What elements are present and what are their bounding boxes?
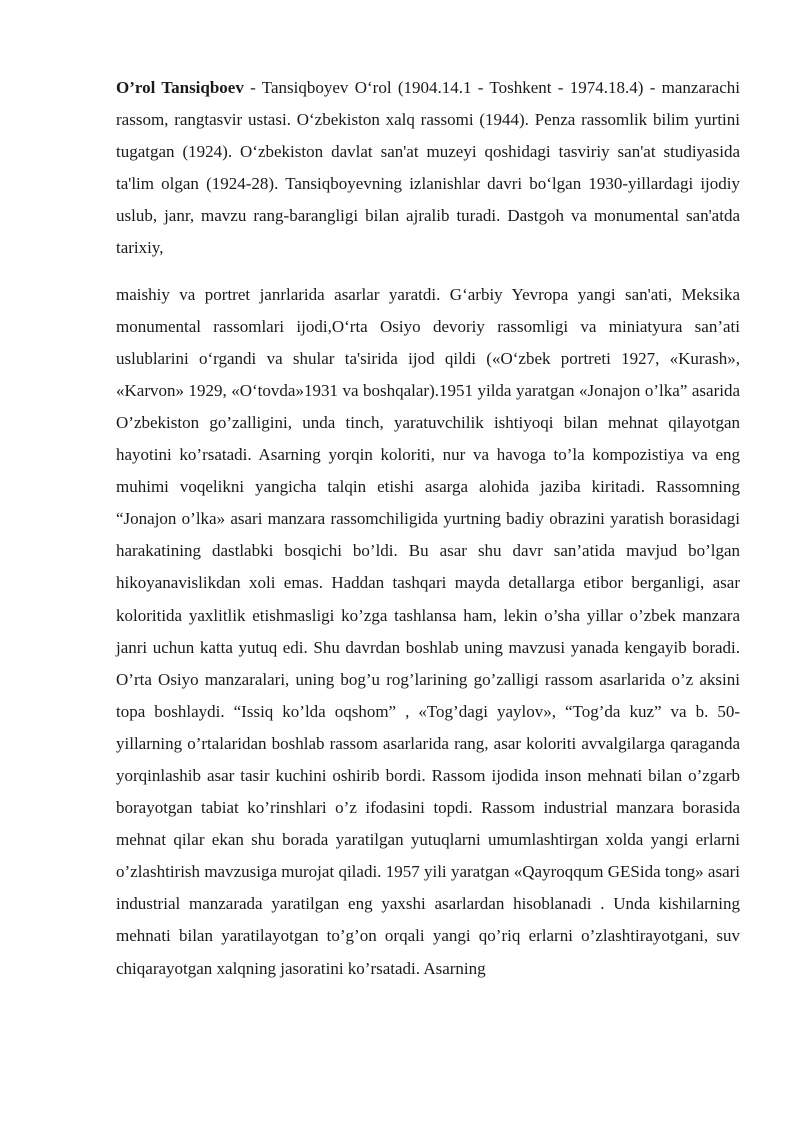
document-body <box>116 72 740 985</box>
paragraph-1-lead: O’rol Tansiqboev <box>116 78 244 97</box>
paragraph-1-text: - Tansiqboyev O‘rol (1904.14.1 - Toshkent - 1974.18.4) - manzarachi rassom, rangtasvir ustasi. O‘zbekiston xalq rassomi (1944). Penza rassomlik bilim yurtini tugatgan (1924). O‘zbekiston davlat san'at muzeyi qoshidagi tasviriy san'at studiyasida ta'lim olgan (1924-28). Tansiqboyevning izlanishlar davri bo‘lgan 1930-yillardagi ijodiy uslub, janr, mavzu rang-barangligi bilan ajralib turadi. Dastgoh va monumental san'atda tarixiy, <box>116 78 740 258</box>
paragraph-1 <box>116 72 740 265</box>
paragraph-2 <box>116 279 740 985</box>
paragraph-2-text: maishiy va portret janrlarida asarlar yaratdi. G‘arbiy Yevropa yangi san'ati, Meksika monumental rassomlari ijodi,O‘rta Osiyo devoriy rassomligi va miniatyura san’ati uslublarini o‘rgandi va shular ta'sirida ijod qildi («O‘zbek portreti 1927, «Kurash», «Karvon» 1929, «O‘tovda»1931 va boshqalar).1951 yilda yaratgan «Jonajon o’lka” asarida O’zbekiston go’zalligini, unda tinch, yaratuvchilik ishtiyoqi bilan mehnat qilayotgan hayotini ko’rsatadi. Asarning yorqin koloriti, nur va havoga to’la kompozistiya va eng muhimi voqelikni yangicha talqin etishi asarga alohida jaziba kiritadi. Rassomning “Jonajon o’lka» asari manzara rassomchiligida yurtning badiy obrazini yaratish borasidagi harakatining dastlabki bosqichi bo’ldi. Bu asar shu davr san’atida mavjud bo’lgan hikoyanavislikdan xoli emas. Haddan tashqari mayda detallarga etibor berganligi, asar koloritida yaxlitlik etishmasligi ko’zga tashlansa ham, lekin o’sha yillar o’zbek manzara janri uchun katta yutuq edi. Shu davrdan boshlab uning mavzusi yanada kengayib boradi. O’rta Osiyo manzaralari, uning bog’u rog’larining go’zalligi rassom asarlarida o’z aksini topa boshlaydi. “Issiq ko’lda oqshom” , «Tog’dagi yaylov», “Tog’da kuz” va b. 50- yillarning o’rtalaridan boshlab rassom asarlarida rang, asar koloriti avvalgilarga qaraganda yorqinlashib asar tasir kuchini oshirib bordi. Rassom ijodida inson mehnati bilan o’zgarb borayotgan tabiat ko’rinshlari o’z ifodasini topdi. Rassom industrial manzara borasida mehnat qilar ekan shu borada yaratilgan yutuqlarni umumlashtirgan xolda yangi erlarni o’zlashtirish mavzusiga murojat qiladi. 1957 yili yaratgan «Qayroqqum GESida tong» asari industrial manzarada yaratilgan eng yaxshi asarlardan hisoblanadi . Unda kishilarning mehnati bilan yaratilayotgan to’g’on orqali yangi qo’riq erlarni o’zlashtirayotgani, suv chiqarayotgan xalqning jasoratini ko’rsatadi. Asarning <box>116 284 740 978</box>
